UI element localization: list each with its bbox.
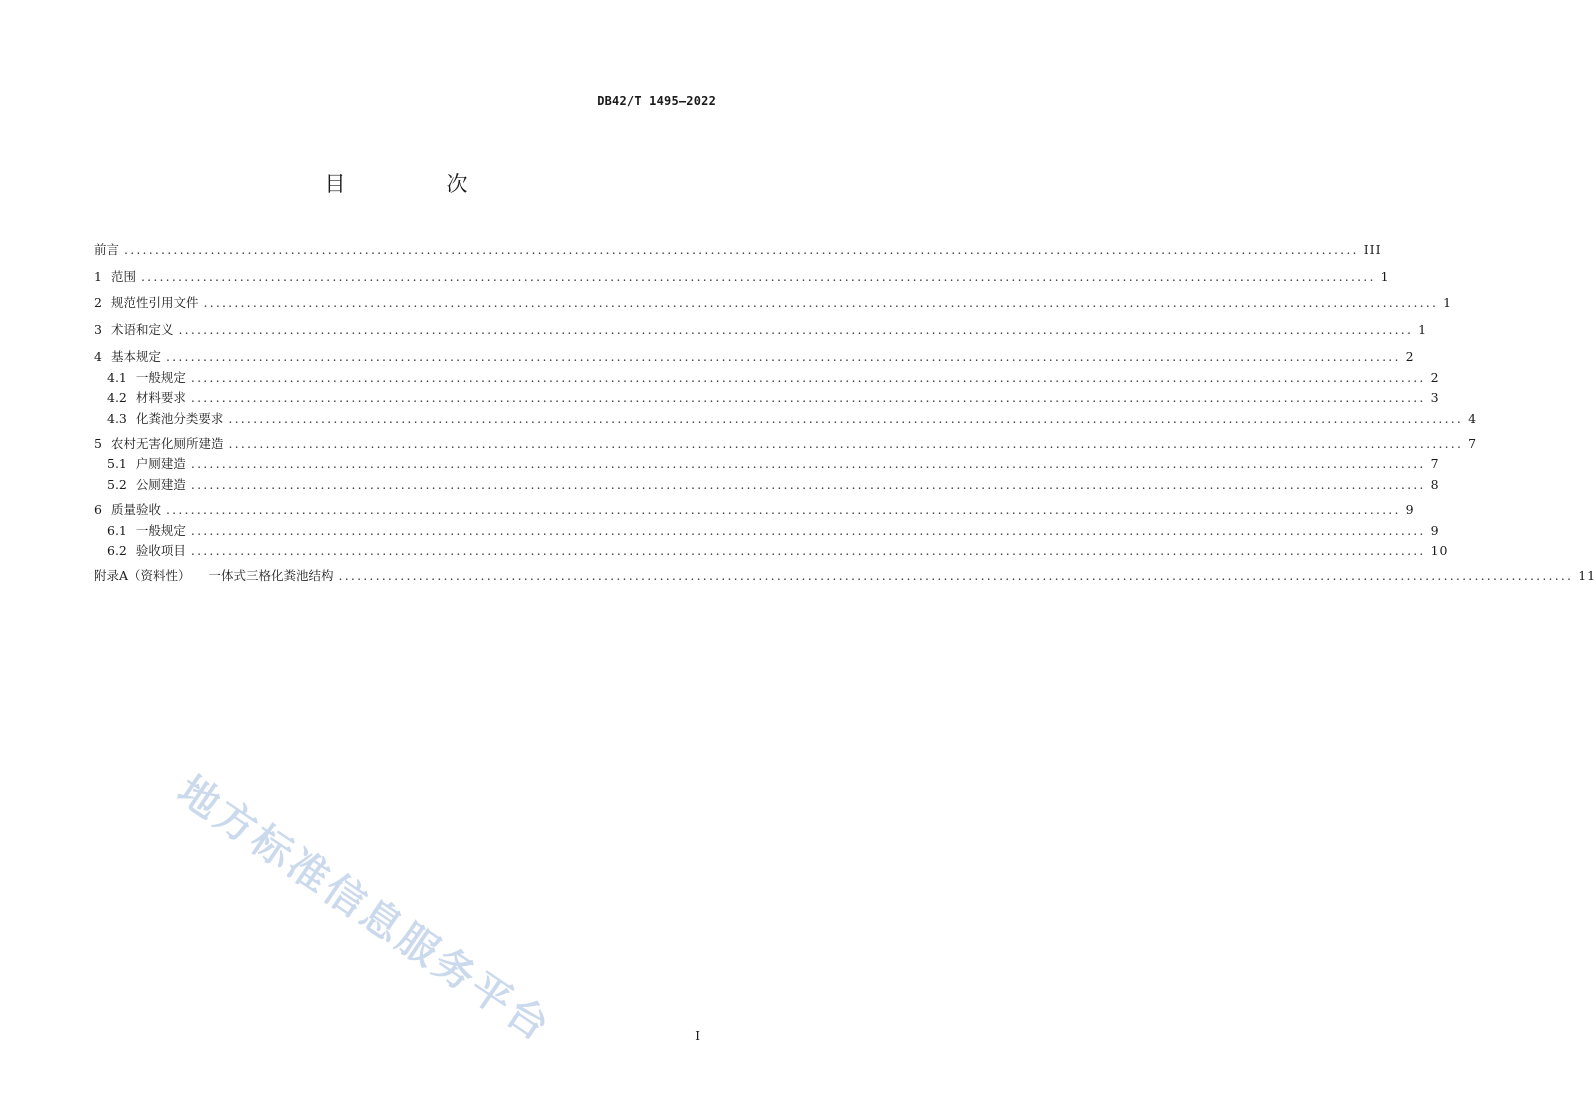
toc-entry[interactable] (94, 239, 1382, 259)
toc-entry-number: 4.1 (107, 370, 127, 385)
toc-entry-title: 农村无害化厕所建造 (110, 436, 224, 451)
toc-entry-title: 验收项目 (135, 543, 186, 558)
toc-dot-leader: ........................................................................................................................................................................................................ (228, 411, 1464, 426)
toc-entry-page: 9 (1430, 523, 1440, 538)
document-code: DB42/T 1495—2022 (597, 94, 716, 108)
toc-dot-leader: ........................................................................................................................................................................................................ (338, 568, 1574, 583)
toc-entry[interactable] (94, 367, 1440, 387)
toc-dot-leader: ........................................................................................................................................................................................................ (140, 269, 1376, 284)
toc-entry-number: 6.1 (107, 523, 127, 538)
toc-entry-page: 8 (1430, 477, 1440, 492)
toc-title: 目 次 (324, 172, 508, 196)
toc-dot-leader: ........................................................................................................................................................................................................ (190, 370, 1426, 385)
toc-dot-leader: ........................................................................................................................................................................................................ (178, 322, 1414, 337)
toc-entry-title: 前言 (94, 242, 120, 257)
toc-entry-page: 2 (1405, 349, 1415, 364)
toc-entry-title: 化粪池分类要求 (135, 411, 224, 426)
toc-entry-number: 6 (94, 502, 102, 517)
toc-entry-page: 3 (1430, 390, 1440, 405)
toc-dot-leader: ........................................................................................................................................................................................................ (165, 502, 1401, 517)
toc-entry-title: 一般规定 (135, 370, 186, 385)
toc-entry-page: 11 (1578, 568, 1596, 583)
toc-entry-number: 4.3 (107, 411, 127, 426)
toc-dot-leader: ........................................................................................................................................................................................................ (190, 523, 1426, 538)
toc-entry-number: 5 (94, 436, 102, 451)
toc-entry-number: 4 (94, 349, 102, 364)
toc-dot-leader: ........................................................................................................................................................................................................ (165, 349, 1401, 364)
toc-entry[interactable] (94, 453, 1440, 473)
toc-dot-leader: ........................................................................................................................................................................................................ (228, 436, 1464, 451)
toc-entry-number: 3 (94, 322, 102, 337)
page-number: I (695, 1029, 700, 1043)
toc-entry-page: 4 (1468, 411, 1478, 426)
toc-dot-leader: ........................................................................................................................................................................................................ (203, 295, 1439, 310)
toc-entry-page: 9 (1405, 502, 1415, 517)
toc-entry-title: 公厕建造 (135, 477, 186, 492)
toc-entry-number: 4.2 (107, 390, 127, 405)
toc-entry-number: 6.2 (107, 543, 127, 558)
toc-entry-number: 附录A（资料性） (94, 568, 191, 583)
toc-entry[interactable] (94, 520, 1440, 540)
toc-entry[interactable] (94, 387, 1440, 407)
toc-entry-title: 户厕建造 (135, 456, 186, 471)
toc-entry[interactable] (94, 292, 1453, 312)
toc-entry[interactable] (94, 433, 1478, 453)
toc-dot-leader: ........................................................................................................................................................................................................ (190, 543, 1426, 558)
toc-entry-page: 1 (1418, 322, 1428, 337)
toc-entry-page: III (1363, 242, 1382, 257)
toc-entry-number: 2 (94, 295, 102, 310)
toc-entry-number: 1 (94, 269, 102, 284)
toc-entry-title: 规范性引用文件 (110, 295, 199, 310)
toc-dot-leader: ........................................................................................................................................................................................................ (190, 456, 1426, 471)
watermark: 地方标准信息服务平台 (169, 767, 560, 1052)
toc-entry-page: 1 (1443, 295, 1453, 310)
toc-entry-number: 5.1 (107, 456, 127, 471)
toc-entry-page: 1 (1380, 269, 1390, 284)
toc-entry-page: 2 (1430, 370, 1440, 385)
toc-dot-leader: ........................................................................................................................................................................................................ (190, 477, 1426, 492)
toc-entry-page: 7 (1468, 436, 1478, 451)
toc-entry-title: 术语和定义 (110, 322, 174, 337)
toc-entry-title: 材料要求 (135, 390, 186, 405)
toc-entry[interactable] (94, 540, 1449, 560)
toc-dot-leader: ........................................................................................................................................................................................................ (190, 390, 1426, 405)
toc-entry-title: 一体式三格化粪池结构 (208, 568, 334, 583)
toc-entry-page: 10 (1430, 543, 1449, 558)
toc-entry-number: 5.2 (107, 477, 127, 492)
toc-entry-title: 一般规定 (135, 523, 186, 538)
toc-entry[interactable] (94, 474, 1440, 494)
toc-entry[interactable] (94, 565, 1596, 585)
toc-dot-leader: ........................................................................................................................................................................................................ (124, 242, 1359, 257)
toc-entry[interactable] (94, 319, 1428, 339)
toc-entry-title: 基本规定 (110, 349, 161, 364)
toc-entry[interactable] (94, 499, 1415, 519)
toc-entry[interactable] (94, 408, 1478, 428)
toc-entry[interactable] (94, 266, 1390, 286)
toc-entry[interactable] (94, 346, 1415, 366)
toc-entry-title: 质量验收 (110, 502, 161, 517)
toc-entry-title: 范围 (110, 269, 136, 284)
toc-entry-page: 7 (1430, 456, 1440, 471)
